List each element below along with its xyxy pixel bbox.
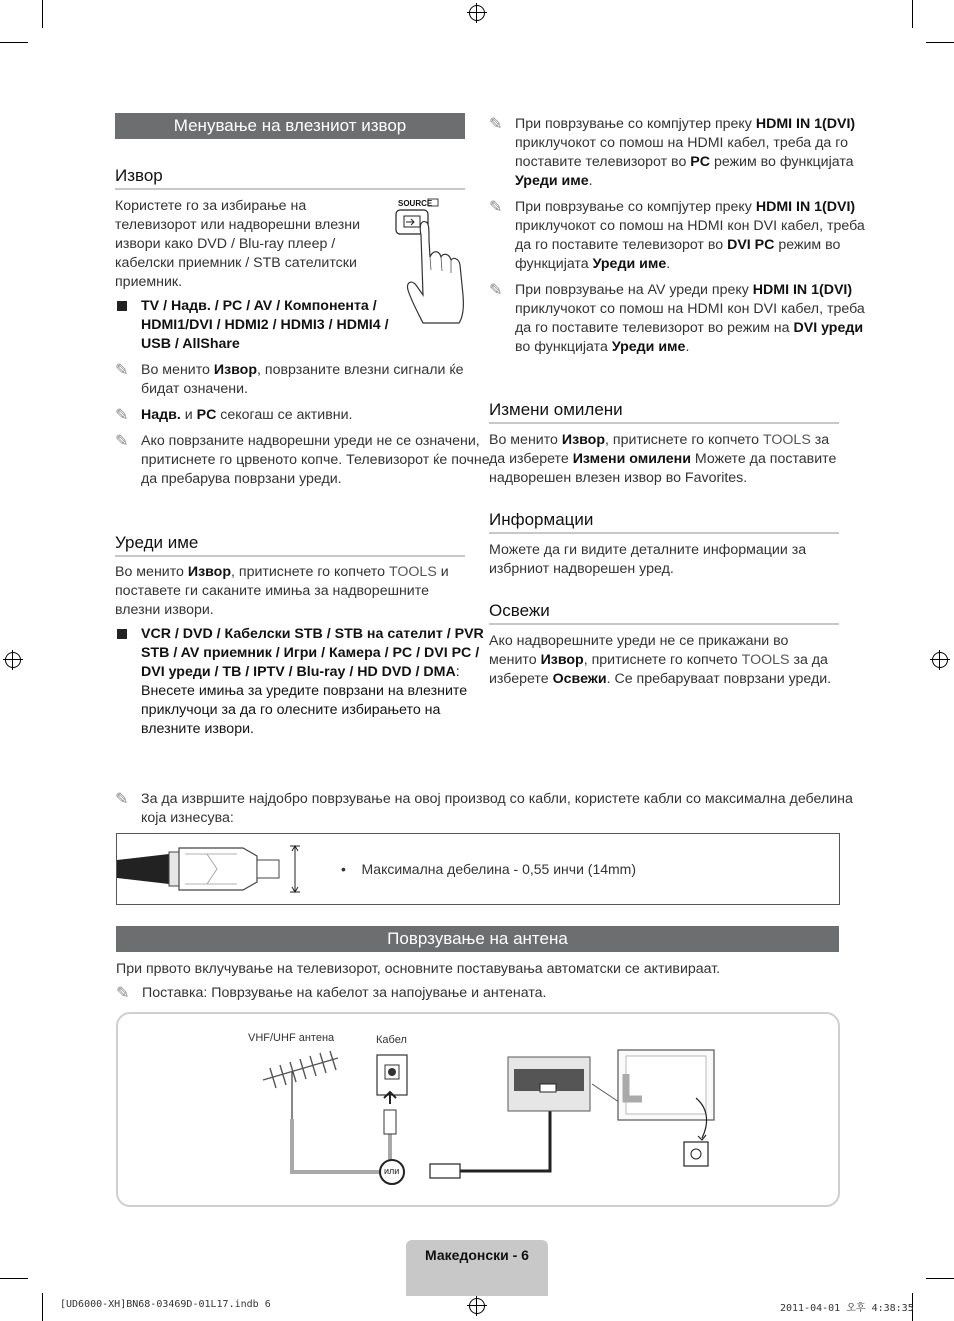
bullet-square-icon: [117, 629, 127, 639]
divider: [489, 532, 839, 534]
crop-mark: [912, 0, 913, 28]
edit-name-body: Во менито Извор, притиснете го копчето TOOLS и поставете ги саканите имиња за надворешните влезни извори.: [115, 564, 449, 618]
registration-mark-icon: [469, 5, 485, 21]
cable-spec-box: [116, 833, 840, 905]
registration-mark-icon: [932, 652, 948, 668]
heading-source: Извор: [115, 166, 163, 185]
divider: [489, 422, 839, 424]
print-slug-left: [UD6000-XH]BN68-03469D-01L17.indb 6: [60, 1299, 271, 1310]
crop-mark: [926, 1278, 954, 1279]
note-antenna-setup: ✎ Поставка: Поврзување на кабелот за напојување и антената.: [116, 985, 547, 1002]
crop-mark: [926, 42, 954, 43]
divider: [489, 623, 839, 625]
source-button-label: SOURCE: [398, 199, 433, 208]
information-body: Можете да ги видите деталните информации за избрниот надворешен уред.: [489, 542, 807, 577]
pencil-icon: ✎: [489, 199, 503, 216]
registration-mark-icon: [469, 1298, 485, 1314]
pencil-icon: ✎: [115, 791, 129, 808]
print-slug-right: 2011-04-01 오후 4:38:35: [780, 1303, 914, 1314]
page-label: Македонски - 6: [425, 1247, 529, 1263]
registration-mark-icon: [5, 652, 21, 668]
crop-mark: [42, 1293, 43, 1321]
note-source-1: ✎ Во менито Извор, поврзаните влезни сигнали ќе бидат означени.: [115, 362, 464, 397]
note-hdmi-dvi-pc: ✎ При поврзување со компјутер преку HDMI IN 1(DVI) приклучокот со помош на HDMI кон DVI кабел, треба да го поставите телевизорот во DVI PC режим во функцијата Уреди име.: [489, 199, 865, 272]
list-item-device-names: VCR / DVD / Кабелски STB / STB на сателит / PVR STB / AV приемник / Игри / Камера / PC / DVI PC / DVI уреди / TB / IPTV / Blu-ray / HD DVD / DMA: Внесете имиња за уредите поврзани на влезните приклучоци за да го олесните избирањето на влезните извори.: [115, 625, 491, 739]
divider: [115, 555, 465, 557]
antenna-body: При првото вклучување на телевизорот, основните поставувања автоматски се активираат.: [116, 961, 721, 977]
antenna-diagram-box: [116, 1012, 840, 1207]
vhf-uhf-label: VHF/UHF антена: [248, 1032, 335, 1044]
note-source-3: ✎ Ако поврзаните надворешни уреди не се означени, притиснете го црвеното копче. Телевизорот ќе почне да пребарува поврзани уреди.: [115, 433, 490, 487]
pencil-icon: ✎: [115, 362, 129, 379]
crop-mark: [0, 1278, 28, 1279]
note-hdmi-pc: ✎ При поврзување со компјутер преку HDMI IN 1(DVI) приклучокот со помош на HDMI кабел, треба да го поставите телевизорот во PC режим во функцијата Уреди име.: [489, 116, 856, 189]
refresh-body: Ако надворешните уреди не се прикажани во менито Извор, притиснете го копчето TOOLS за да изберете Освежи. Се пребаруваат поврзани уреди.: [489, 633, 832, 687]
crop-mark: [42, 0, 43, 28]
cable-plug-illustration: [117, 834, 317, 904]
heading-edit-name: Уреди име: [115, 533, 199, 552]
note-cable-thickness: ✎ За да извршите најдобро поврзување на овој производ со кабли, користете кабли со максимална дебелина која изнесува:: [115, 791, 853, 826]
heading-refresh: Освежи: [489, 601, 550, 620]
note-source-2: ✎ Надв. и PC секогаш се активни.: [115, 407, 353, 424]
pencil-icon: ✎: [115, 407, 129, 424]
bullet-dot-icon: •: [341, 861, 346, 877]
list-item-source-list: TV / Надв. / PC / AV / Компонента / HDMI1/DVI / HDMI2 / HDMI3 / HDMI4 / USB / AllShare: [115, 297, 416, 354]
favorites-body: Во менито Извор, притиснете го копчето TOOLS за да изберете Измени омилени Можете да поставите надворешен влезен извор во Favorites.: [489, 432, 837, 486]
antenna-wiring: [118, 1014, 838, 1205]
crop-mark: [0, 42, 28, 43]
section-bar-antenna: Поврзување на антена: [116, 926, 839, 952]
source-body: Користете го за избирање на телевизорот или надворешни влезни извори како DVD / Blu-ray плеер / кабелски приемник / STB сателитски приемник.: [115, 198, 361, 290]
cable-label: Кабел: [376, 1034, 407, 1046]
heading-edit-favorites: Измени омилени: [489, 400, 623, 419]
bullet-square-icon: [117, 301, 127, 311]
divider: [115, 188, 465, 190]
note-hdmi-av: ✎ При поврзување на AV уреди преку HDMI IN 1(DVI) приклучокот со помош на HDMI кон DVI кабел, треба да го поставите телевизорот во режим на DVI уреди во функцијата Уреди име.: [489, 282, 865, 355]
or-label: или: [384, 1166, 400, 1176]
heading-information: Информации: [489, 510, 594, 529]
cable-spec-item: • Максимална дебелина - 0,55 инчи (14mm): [341, 861, 637, 877]
section-bar-input-source: Менување на влезниот извор: [115, 113, 465, 139]
pencil-icon: ✎: [489, 282, 503, 299]
pencil-icon: ✎: [116, 985, 130, 1002]
pencil-icon: ✎: [489, 116, 503, 133]
pencil-icon: ✎: [115, 433, 129, 450]
